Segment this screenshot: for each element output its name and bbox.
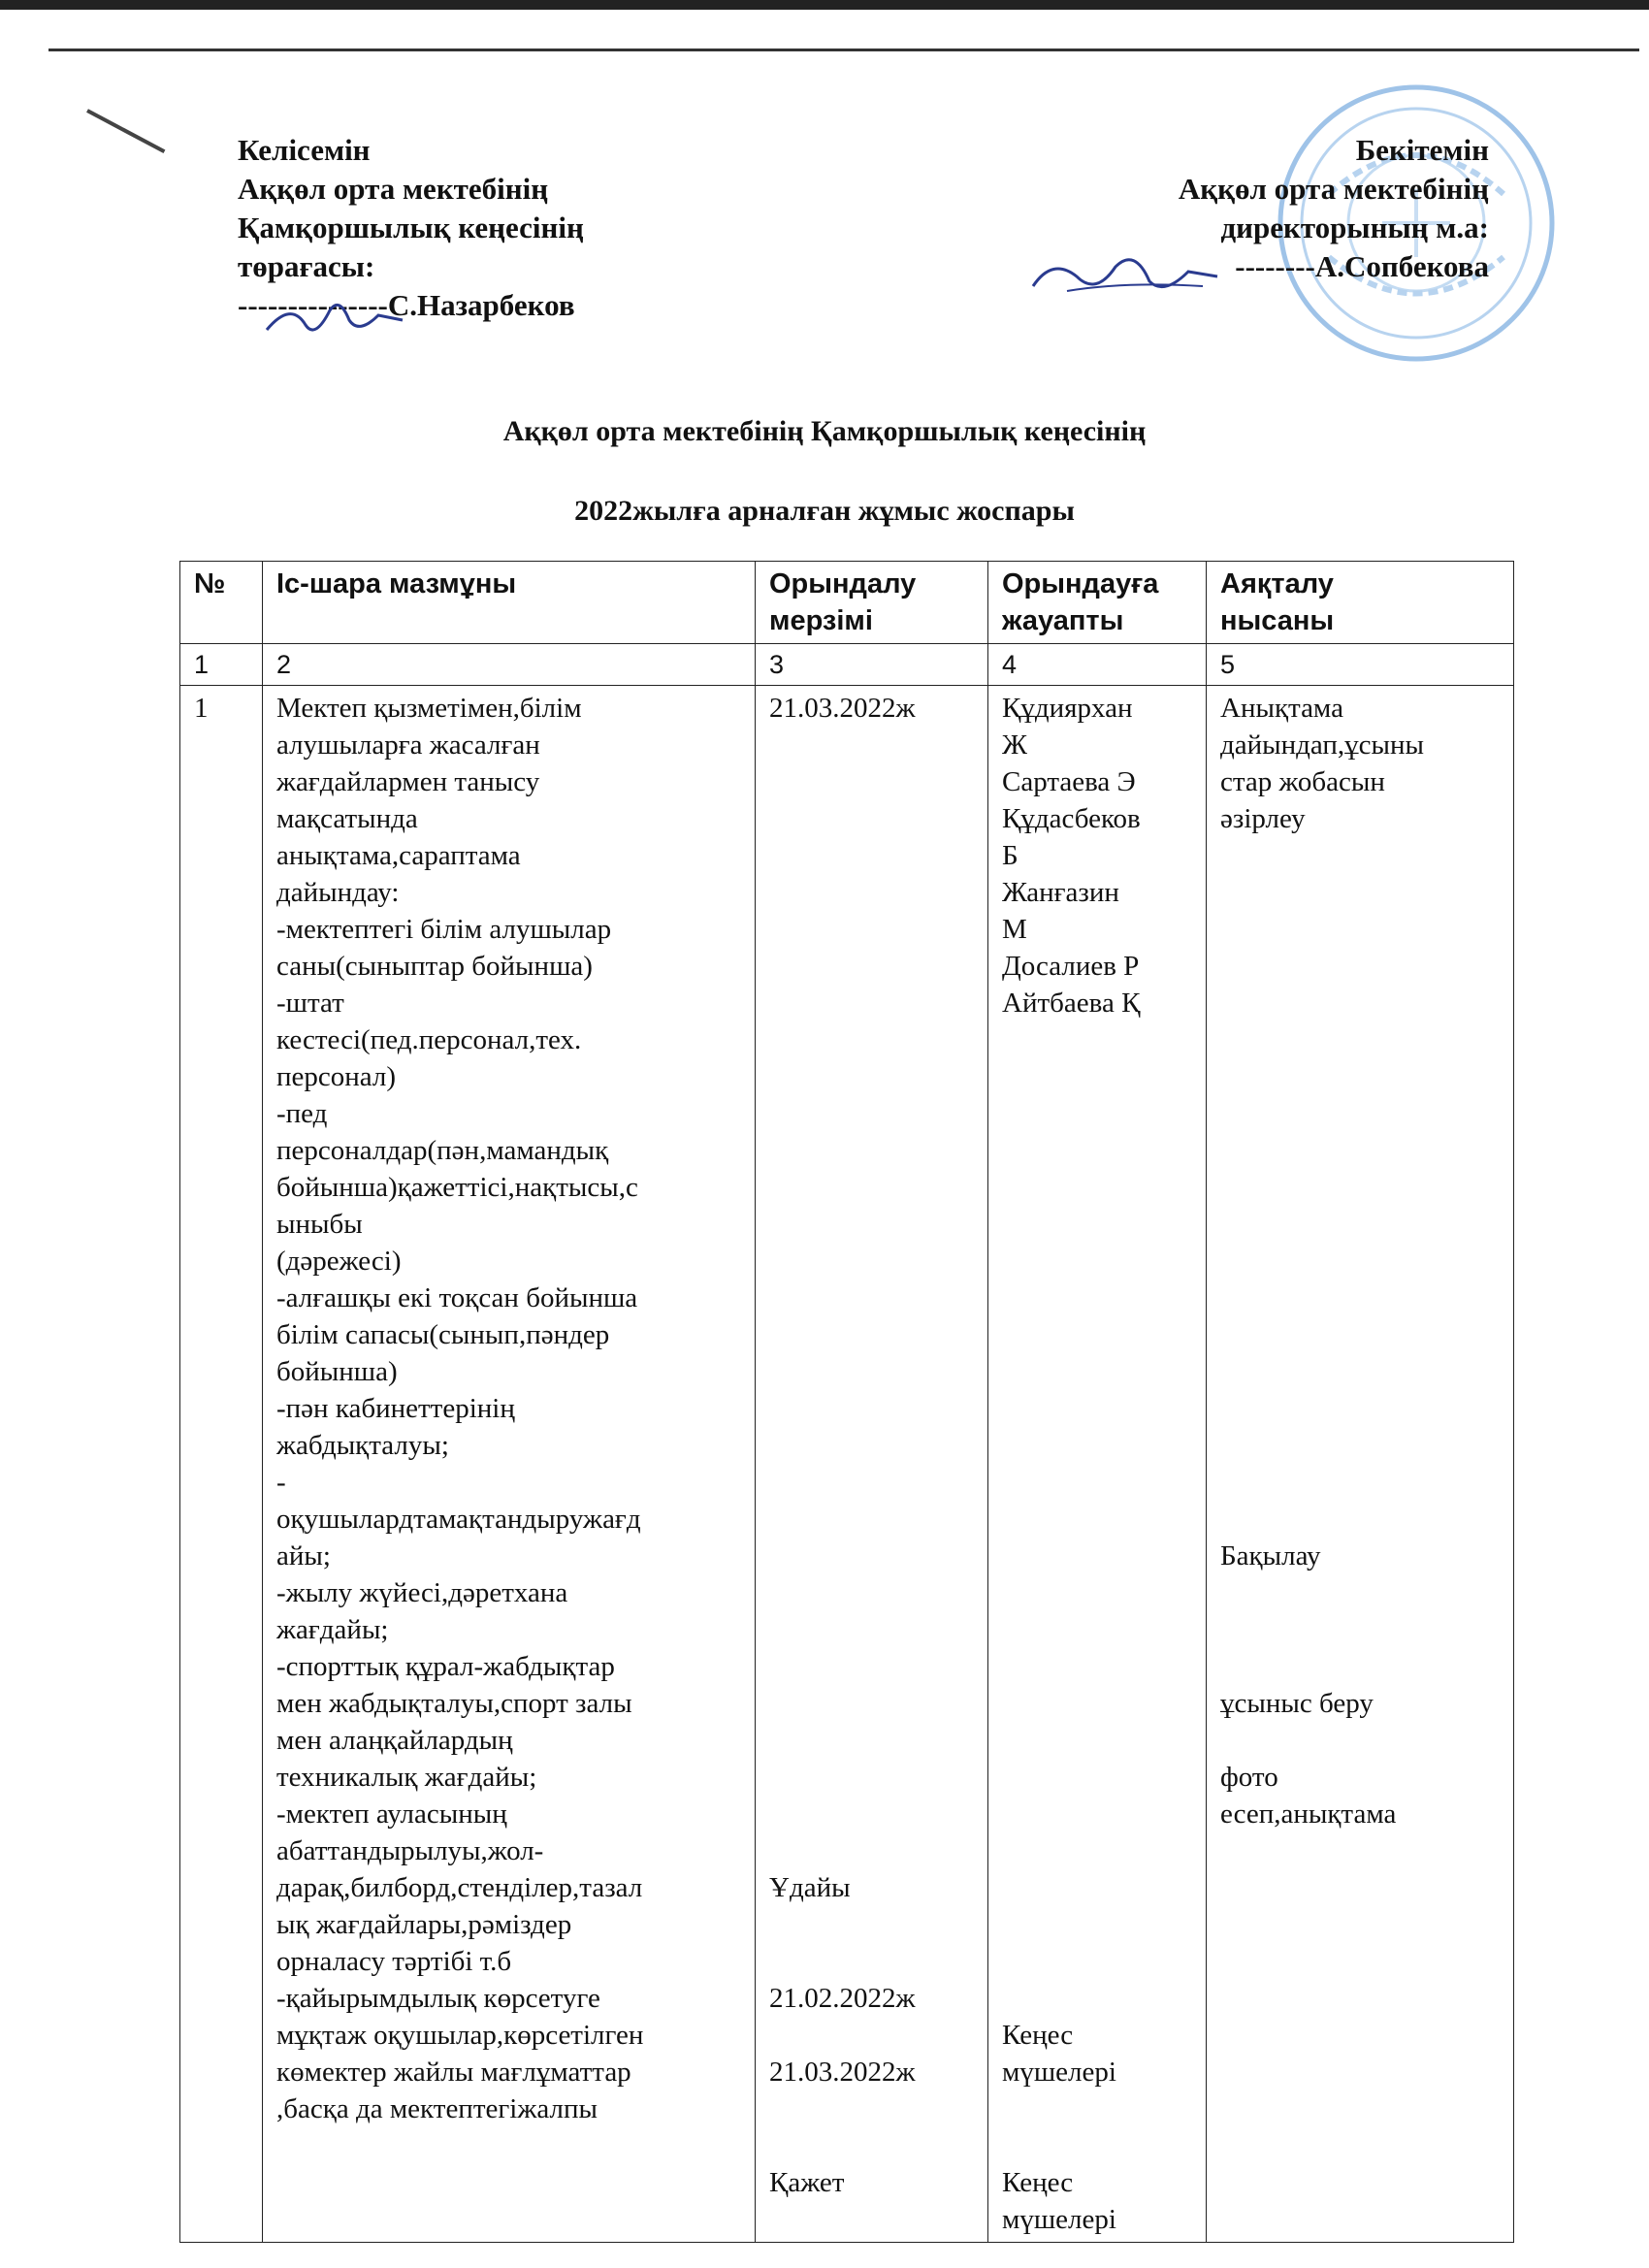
scan-top-border xyxy=(0,0,1649,10)
col-number: 4 xyxy=(988,644,1207,686)
content-line: көмектер жайлы мағлұматтар xyxy=(276,2057,631,2088)
content-line: ,басқа да мектептегіжалпы xyxy=(276,2093,598,2124)
approval-label: Бекітемін xyxy=(1355,133,1489,167)
col-number: 5 xyxy=(1207,644,1514,686)
content-line: мен жабдықталуы,спорт залы xyxy=(276,1688,632,1719)
agreement-signer: ---------------С.Назарбеков xyxy=(238,288,575,322)
content-line: -мектептегі білім алушылар xyxy=(276,914,612,945)
responsible-council: мүшелері xyxy=(1002,2204,1116,2235)
deadline-date: 21.02.2022ж xyxy=(769,1983,916,2014)
header-completion: Аяқталу нысаны xyxy=(1207,562,1514,644)
content-line: -пед xyxy=(276,1098,328,1129)
responsible-council: Кеңес xyxy=(1002,2167,1074,2198)
row-completion xyxy=(1207,686,1514,2243)
table-row xyxy=(180,686,1514,2243)
approval-block xyxy=(1179,131,1489,286)
responsible-name: Сартаева Э xyxy=(1002,766,1136,797)
responsible-council: Кеңес xyxy=(1002,2020,1074,2051)
header-content: Іс-шара мазмұны xyxy=(263,562,756,644)
content-line: айы; xyxy=(276,1540,331,1571)
content-line: -спорттық құрал-жабдықтар xyxy=(276,1651,615,1682)
completion-report: есеп,анықтама xyxy=(1220,1798,1397,1830)
document-subtitle: 2022жылға арналған жұмыс жоспары xyxy=(574,495,1075,527)
signature-left xyxy=(262,291,407,349)
content-line: дайындау: xyxy=(276,877,400,908)
content-line: білім сапасы(сынып,пәндер xyxy=(276,1319,610,1350)
content-line: мен алаңқайлардың xyxy=(276,1725,513,1756)
content-line: бойынша)қажеттісі,нақтысы,с xyxy=(276,1172,638,1203)
content-line: дарақ,билборд,стенділер,тазал xyxy=(276,1872,643,1903)
content-line: кестесі(пед.персонал,тех. xyxy=(276,1024,582,1055)
content-line: техникалық жағдайы; xyxy=(276,1762,537,1793)
content-line: персонал) xyxy=(276,1061,397,1092)
content-line: оқушылардтамақтандыружағд xyxy=(276,1504,641,1535)
approval-position: директорының м.а: xyxy=(1220,211,1489,244)
table-header-row xyxy=(180,562,1514,644)
content-line: бойынша) xyxy=(276,1356,398,1387)
header-rule xyxy=(48,49,1639,51)
content-line: (дәрежесі) xyxy=(276,1246,402,1277)
completion-line: дайындап,ұсыны xyxy=(1220,729,1425,761)
col-number: 2 xyxy=(263,644,756,686)
completion-line: стар жобасын xyxy=(1220,766,1385,797)
header-no: № xyxy=(180,562,263,644)
content-line: анықтама,сараптама xyxy=(276,840,521,871)
row-content xyxy=(263,686,756,2243)
responsible-name: Б xyxy=(1002,840,1018,871)
content-line: мақсатында xyxy=(276,803,418,834)
content-line: ық жағдайлары,рәміздер xyxy=(276,1909,572,1940)
header-responsible: Орындауға жауапты xyxy=(988,562,1207,644)
responsible-name: Досалиев Р xyxy=(1002,951,1140,982)
completion-line: әзірлеу xyxy=(1220,803,1306,834)
responsible-council: мүшелері xyxy=(1002,2057,1116,2088)
signature-right xyxy=(1028,243,1222,310)
work-plan-table xyxy=(179,561,1514,2243)
agreement-label: Келісемін xyxy=(238,133,371,167)
deadline-date: 21.03.2022ж xyxy=(769,693,916,724)
col-number: 3 xyxy=(756,644,988,686)
content-line: - xyxy=(276,1467,286,1498)
responsible-name: Жанғазин xyxy=(1002,877,1119,908)
agreement-school: Аққөл орта мектебінің xyxy=(238,172,549,206)
column-number-row xyxy=(180,644,1514,686)
agreement-council: Қамқоршылық кеңесінің xyxy=(238,211,584,244)
deadline-date: 21.03.2022ж xyxy=(769,2057,916,2088)
responsible-name: Құдасбеков xyxy=(1002,803,1141,834)
row-number: 1 xyxy=(180,686,263,2243)
content-line: саны(сыныптар бойынша) xyxy=(276,951,593,982)
content-line: -мектеп ауласының xyxy=(276,1798,507,1830)
deadline-as-needed: Қажет xyxy=(769,2167,845,2198)
content-line: -штат xyxy=(276,988,344,1019)
content-line: -жылу жүйесі,дәретхана xyxy=(276,1577,568,1608)
content-line: персоналдар(пән,мамандық xyxy=(276,1135,609,1166)
header-deadline: Орындалу мерзімі xyxy=(756,562,988,644)
completion-line: Анықтама xyxy=(1220,693,1343,724)
content-line: Мектеп қызметімен,білім xyxy=(276,693,582,724)
completion-proposal: ұсыныс беру xyxy=(1220,1688,1374,1719)
completion-report: фото xyxy=(1220,1762,1278,1793)
responsible-name: Құдиярхан xyxy=(1002,693,1133,724)
responsible-name: М xyxy=(1002,914,1027,945)
col-number: 1 xyxy=(180,644,263,686)
content-line: -қайырымдылық көрсетуге xyxy=(276,1983,600,2014)
content-line: абаттандырылуы,жол- xyxy=(276,1835,544,1866)
content-line: -пән кабинеттерінің xyxy=(276,1393,515,1424)
document-title: Аққөл орта мектебінің Қамқоршылық кеңесінің xyxy=(502,415,1147,447)
completion-control: Бақылау xyxy=(1220,1540,1321,1571)
responsible-name: Ж xyxy=(1002,729,1027,761)
deadline-continuous: Ұдайы xyxy=(769,1872,851,1903)
approval-school: Аққөл орта мектебінің xyxy=(1178,172,1489,206)
content-line: -алғашқы екі тоқсан бойынша xyxy=(276,1282,638,1313)
approval-signer: --------А.Сопбекова xyxy=(1235,249,1489,283)
responsible-name: Айтбаева Қ xyxy=(1002,988,1141,1019)
agreement-position: төрағасы: xyxy=(238,249,375,283)
row-responsible xyxy=(988,686,1207,2243)
content-line: жағдайлармен танысу xyxy=(276,766,540,797)
content-line: орналасу тәртібі т.б xyxy=(276,1946,512,1977)
content-line: мұқтаж оқушылар,көрсетілген xyxy=(276,2020,644,2051)
row-deadline xyxy=(756,686,988,2243)
content-line: алушыларға жасалған xyxy=(276,729,540,761)
content-line: ыныбы xyxy=(276,1209,363,1240)
content-line: жағдайы; xyxy=(276,1614,389,1645)
scan-mark xyxy=(86,109,165,153)
content-line: жабдықталуы; xyxy=(276,1430,449,1461)
